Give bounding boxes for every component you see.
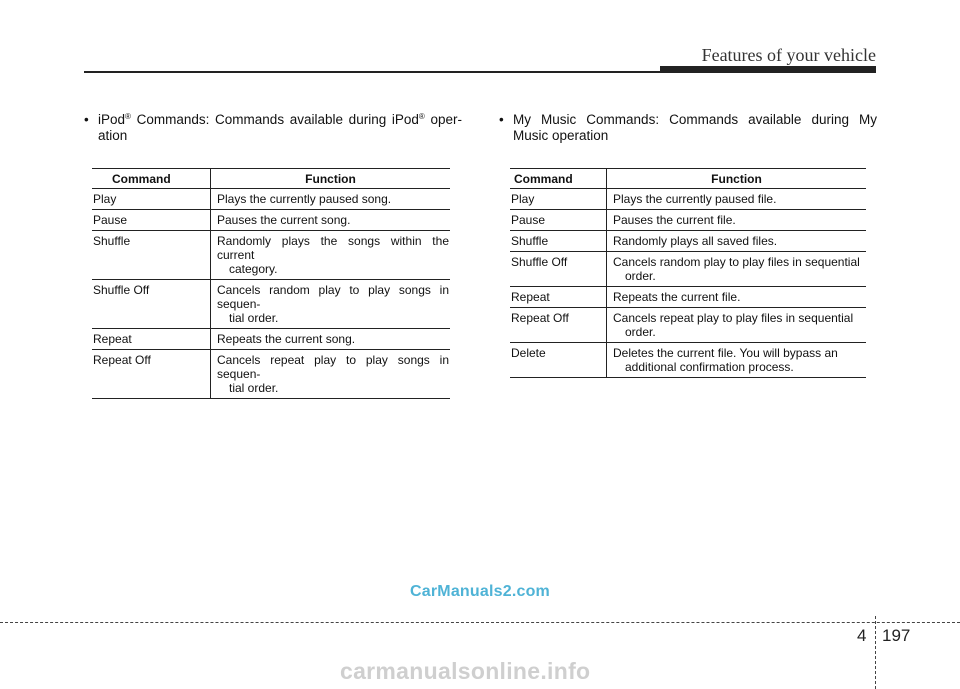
bullet: • bbox=[499, 112, 504, 127]
chapter-number: 4 bbox=[857, 626, 867, 645]
watermark-logo[interactable]: CarManuals2.com bbox=[410, 583, 550, 600]
function-cell bbox=[607, 189, 867, 210]
ipod-intro-mid: Commands: Commands available during iPod bbox=[130, 112, 419, 127]
table-row bbox=[92, 189, 450, 210]
table-row bbox=[510, 189, 866, 210]
table-row bbox=[510, 287, 866, 308]
bullet: • bbox=[84, 112, 89, 127]
function-cell bbox=[211, 350, 451, 399]
function-text: Cancels random play to play files in sequential bbox=[613, 255, 860, 269]
table-row bbox=[510, 343, 866, 378]
header-rule bbox=[84, 71, 660, 73]
function-text: Repeats the current file. bbox=[613, 290, 741, 304]
mymusic-intro bbox=[499, 112, 877, 144]
command-column-header: Command bbox=[510, 169, 607, 189]
function-cell bbox=[607, 210, 867, 231]
function-cell bbox=[607, 252, 867, 287]
command-cell: Repeat Off bbox=[510, 308, 607, 343]
ipod-intro-post: oper-ation bbox=[98, 112, 462, 143]
footer-rule bbox=[0, 622, 960, 623]
table-row bbox=[92, 280, 450, 329]
command-cell: Pause bbox=[510, 210, 607, 231]
command-cell: Repeat bbox=[92, 329, 211, 350]
function-text: Cancels repeat play to play songs in sequen- bbox=[217, 353, 449, 381]
function-cell bbox=[607, 231, 867, 252]
command-column-header: Command bbox=[92, 169, 211, 189]
page-number: 197 bbox=[882, 626, 911, 645]
command-cell: Shuffle bbox=[92, 231, 211, 280]
table-row bbox=[510, 308, 866, 343]
table-row bbox=[510, 231, 866, 252]
command-cell: Play bbox=[92, 189, 211, 210]
function-text: Pauses the current file. bbox=[613, 213, 736, 227]
ipod-commands-table bbox=[92, 168, 450, 399]
function-column-header: Function bbox=[211, 169, 451, 189]
function-text: Cancels repeat play to play files in sequential bbox=[613, 311, 854, 325]
ipod-table-body bbox=[92, 189, 450, 399]
command-cell: Delete bbox=[510, 343, 607, 378]
ipod-intro bbox=[84, 112, 462, 144]
function-column-header: Function bbox=[607, 169, 867, 189]
command-cell: Shuffle bbox=[510, 231, 607, 252]
function-text-continued: additional confirmation process. bbox=[625, 360, 794, 374]
function-text: Repeats the current song. bbox=[217, 332, 356, 346]
function-text: Plays the currently paused song. bbox=[217, 192, 392, 206]
table-row bbox=[92, 350, 450, 399]
command-cell: Repeat bbox=[510, 287, 607, 308]
command-cell: Pause bbox=[92, 210, 211, 231]
command-cell: Play bbox=[510, 189, 607, 210]
header-rule-accent bbox=[660, 66, 876, 73]
command-cell: Shuffle Off bbox=[92, 280, 211, 329]
function-cell bbox=[211, 329, 451, 350]
ipod-intro-pre: iPod bbox=[98, 112, 126, 127]
function-text: Deletes the current file. You will bypass an bbox=[613, 346, 838, 360]
mymusic-table-body bbox=[510, 189, 866, 378]
command-cell: Shuffle Off bbox=[510, 252, 607, 287]
registered-mark: ® bbox=[418, 112, 425, 121]
function-text-continued: tial order. bbox=[229, 311, 279, 325]
function-cell bbox=[211, 189, 451, 210]
function-text: Randomly plays the songs within the current bbox=[217, 234, 449, 262]
function-cell bbox=[607, 287, 867, 308]
table-row bbox=[510, 252, 866, 287]
mymusic-commands-table bbox=[510, 168, 866, 378]
footer-divider bbox=[875, 616, 876, 689]
function-cell bbox=[211, 231, 451, 280]
function-text: Randomly plays all saved files. bbox=[613, 234, 778, 248]
function-cell bbox=[211, 280, 451, 329]
table-row bbox=[92, 329, 450, 350]
function-text-continued: order. bbox=[625, 325, 656, 339]
mymusic-intro-text: My Music Commands: Commands available during My Music operation bbox=[513, 112, 877, 143]
command-cell: Repeat Off bbox=[92, 350, 211, 399]
registered-mark: ® bbox=[125, 112, 131, 121]
function-text-continued: order. bbox=[625, 269, 656, 283]
function-cell bbox=[211, 210, 451, 231]
function-cell bbox=[607, 308, 867, 343]
ipod-intro-text bbox=[84, 112, 462, 144]
table-header-row bbox=[510, 169, 866, 189]
table-row bbox=[92, 210, 450, 231]
table-header-row bbox=[92, 169, 450, 189]
watermark-site: carmanualsonline.info bbox=[340, 658, 591, 684]
table-row bbox=[92, 231, 450, 280]
function-text: Pauses the current song. bbox=[217, 213, 351, 227]
function-text-continued: category. bbox=[229, 262, 278, 276]
header-title: Features of your vehicle bbox=[701, 45, 876, 65]
function-cell bbox=[607, 343, 867, 378]
function-text: Cancels random play to play songs in sequen- bbox=[217, 283, 449, 311]
table-row bbox=[510, 210, 866, 231]
function-text: Plays the currently paused file. bbox=[613, 192, 777, 206]
function-text-continued: tial order. bbox=[229, 381, 279, 395]
